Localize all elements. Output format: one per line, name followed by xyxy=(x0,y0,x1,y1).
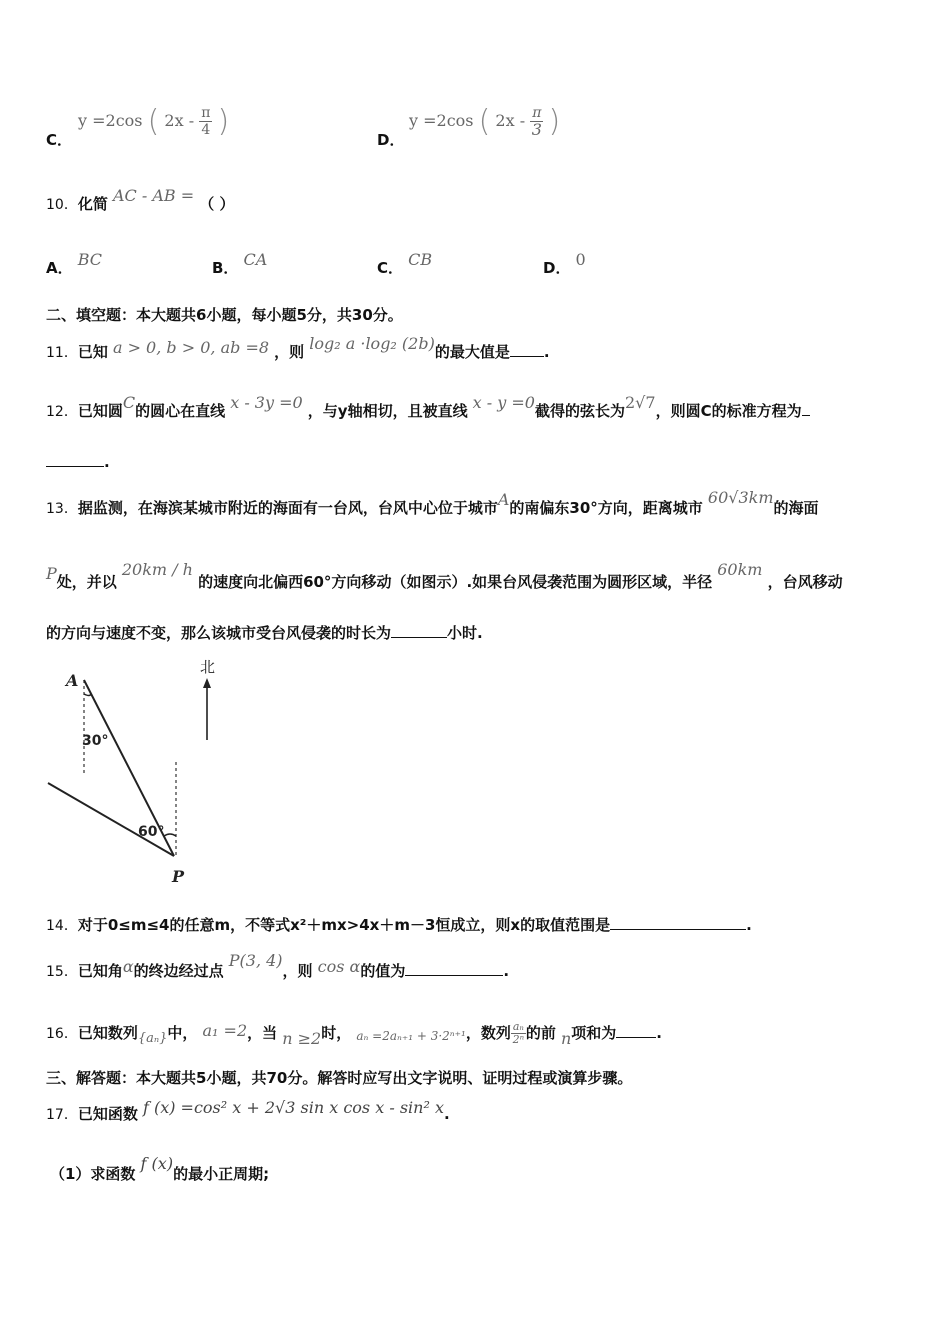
q17-number: 17． xyxy=(46,1107,78,1123)
q13-t5: 的速度向北偏西60°方向移动（如图示）.如果台风侵袭范围为圆形区域，半径 xyxy=(198,573,713,591)
q16-seq: {aₙ} xyxy=(137,1031,168,1046)
q10-option-c xyxy=(377,250,433,278)
q16-cond: n ≥2 xyxy=(282,1029,322,1048)
q16-rec: aₙ =2aₙ₊₁ + 3·2ⁿ⁺¹ xyxy=(356,1029,466,1043)
q11-t1: 已知 xyxy=(77,343,108,361)
q10-line xyxy=(46,186,235,214)
section2-heading: 二、填空题：本大题共6小题，每小题5分，共30分。 xyxy=(46,306,403,324)
q17-line xyxy=(46,1098,450,1124)
q13-t1: 据监测，在海滨某城市附近的海面有一台风，台风中心位于城市 xyxy=(77,499,498,517)
q11-cond: a > 0, b > 0, ab =8 xyxy=(112,338,270,357)
q15-number: 15． xyxy=(46,964,78,980)
q15-point: P(3, 4) xyxy=(228,951,283,970)
q10-option-d-value: 0 xyxy=(575,250,586,269)
q13-t8: 小时. xyxy=(447,624,483,642)
q13-fig-angle-arc-a xyxy=(84,694,91,696)
q12-chord: 2√7 xyxy=(625,393,656,412)
q10-option-b-value: CA xyxy=(243,250,268,269)
q15-t4: 的值为 xyxy=(360,962,406,980)
q13-t3: 的海面 xyxy=(773,499,819,517)
q9-option-c-num: π xyxy=(201,105,211,121)
q15-alpha: α xyxy=(122,957,134,976)
q16-n: n xyxy=(560,1029,572,1048)
q16-t4: 时， xyxy=(321,1024,352,1042)
q13-fig-label-p: P xyxy=(172,867,185,886)
q13-fig-label-a: A xyxy=(66,671,79,690)
q10-option-c-value: CB xyxy=(408,250,433,269)
q13-a: A xyxy=(497,490,510,509)
q11-number: 11． xyxy=(46,345,78,361)
q15-end: . xyxy=(503,962,510,980)
q14-number: 14． xyxy=(46,918,78,934)
q13-number: 13． xyxy=(46,501,78,517)
q16-t7: 项和为 xyxy=(571,1024,617,1042)
q16-a1: a₁ =2 xyxy=(202,1021,248,1040)
q15-line xyxy=(46,951,510,981)
q12-number: 12． xyxy=(46,404,78,420)
q10-number: 10． xyxy=(46,197,78,213)
q10-option-a xyxy=(46,250,102,278)
q9-option-c-label: C． xyxy=(46,131,73,149)
q12-line2: x - y =0 xyxy=(472,393,535,412)
q13-figure xyxy=(40,650,240,890)
q12-t4: 截得的弦长为 xyxy=(534,402,625,420)
q17-sub1 xyxy=(50,1154,270,1184)
q13-line-1 xyxy=(46,488,819,518)
q9-option-c-expr-b: 2x - xyxy=(164,111,195,130)
q17-sub1-label: （1）求函数 xyxy=(50,1165,136,1183)
q13-t2: 的南偏东30°方向，距离城市 xyxy=(509,499,703,517)
q17-t1: 已知函数 xyxy=(77,1105,138,1123)
q10-expr: AC - AB = xyxy=(112,186,195,205)
q16-line xyxy=(46,1021,662,1046)
q15-cos: cos α xyxy=(317,957,361,976)
q9-option-d-num: π xyxy=(532,104,542,121)
q15-t1: 已知角 xyxy=(77,962,123,980)
q9-option-d-expr-b: 2x - xyxy=(495,111,526,130)
q10-option-d-label: D． xyxy=(543,259,571,277)
q13-radius: 60km xyxy=(717,560,763,579)
q13-fig-north-label: 北 xyxy=(200,658,216,676)
q12-t2: 的圆心在直线 xyxy=(135,402,226,420)
q17-end: . xyxy=(443,1105,450,1123)
q10-text: 化简 xyxy=(77,195,108,213)
q13-line-3 xyxy=(46,622,483,643)
q16-number: 16． xyxy=(46,1026,78,1042)
q12-t3: ，与y轴相切，且被直线 xyxy=(307,402,468,420)
q10-option-b xyxy=(212,250,268,278)
q14-text: 对于0≤m≤4的任意m，不等式x²＋mx>4x＋m－3恒成立，则x的取值范围是 xyxy=(77,916,611,934)
q10-option-a-label: A． xyxy=(46,259,73,277)
q11-expr: log₂ a ·log₂ (2b) xyxy=(309,334,435,353)
q16-t5: ，数列 xyxy=(465,1024,511,1042)
q16-t1: 已知数列 xyxy=(77,1024,138,1042)
q14-line xyxy=(46,914,752,935)
q13-t4: 处，并以 xyxy=(56,573,117,591)
q13-fig-north-arrow-head xyxy=(203,678,211,688)
q10-option-d xyxy=(543,250,586,278)
q12-t5: ，则圆C的标准方程为 xyxy=(655,402,802,420)
q15-t2: 的终边经过点 xyxy=(133,962,224,980)
q9-option-d-expr: y =2cos ( 2x - $\frac{\pi}{3}$ ) xyxy=(409,104,561,139)
q16-t3: ，当 xyxy=(247,1024,278,1042)
q13-fig-angle-arc-p xyxy=(164,834,176,836)
q9-option-c-den: 4 xyxy=(201,122,211,138)
q10-option-b-label: B． xyxy=(212,259,239,277)
q13-fig-angle-60: 60° xyxy=(138,824,165,840)
q10-option-a-value: BC xyxy=(77,250,102,269)
q16-seq2-num: aₙ xyxy=(512,1020,524,1033)
q10-paren: （ ） xyxy=(199,195,235,213)
q15-t3: ，则 xyxy=(282,962,313,980)
q13-fig-angle-30: 30° xyxy=(82,733,109,749)
q17-func: f (x) =cos² x + 2√3 sin x cos x - sin² x xyxy=(142,1098,444,1117)
q11-line xyxy=(46,334,550,362)
q16-t2: 中， xyxy=(167,1024,198,1042)
q12-t1: 已知圆 xyxy=(77,402,123,420)
q17-sub1-text: 的最小正周期; xyxy=(173,1165,270,1183)
q13-t6: ，台风移动 xyxy=(767,573,843,591)
q11-t4: . xyxy=(543,343,550,361)
q14-end: . xyxy=(746,916,752,934)
q13-dist: 60√3km xyxy=(707,488,774,507)
q12-line1: x - 3y =0 xyxy=(230,393,303,412)
q13-line-2 xyxy=(46,560,843,592)
q17-sub1-f: f (x) xyxy=(140,1154,174,1173)
q9-option-d-expr-a: y =2cos xyxy=(409,111,474,130)
q13-speed: 20km / h xyxy=(121,560,193,579)
q16-t6: 的前 xyxy=(525,1024,556,1042)
q12-line xyxy=(46,393,810,421)
q9-option-d-den: 3 xyxy=(531,119,542,139)
q9-option-d-label: D． xyxy=(377,131,405,149)
q11-t3: 的最大值是 xyxy=(434,343,510,361)
q9-option-c-expr: y =2cos ( 2x - $\frac{\pi}{4}$ ) xyxy=(78,104,230,139)
q10-option-c-label: C． xyxy=(377,259,404,277)
q12-c: C xyxy=(122,393,136,412)
q13-p: P xyxy=(46,564,57,583)
q16-seq2-den: 2ⁿ xyxy=(512,1033,525,1046)
q12-end: . xyxy=(104,453,110,471)
q13-t7: 的方向与速度不变，那么该城市受台风侵袭的时长为 xyxy=(46,624,392,642)
q11-t2: ，则 xyxy=(274,343,305,361)
q16-end: . xyxy=(656,1024,662,1042)
section3-heading: 三、解答题：本大题共5小题，共70分。解答时应写出文字说明、证明过程或演算步骤。 xyxy=(46,1069,633,1087)
q9-option-c-expr-a: y =2cos xyxy=(78,111,143,130)
q12-line-2 xyxy=(46,452,110,471)
